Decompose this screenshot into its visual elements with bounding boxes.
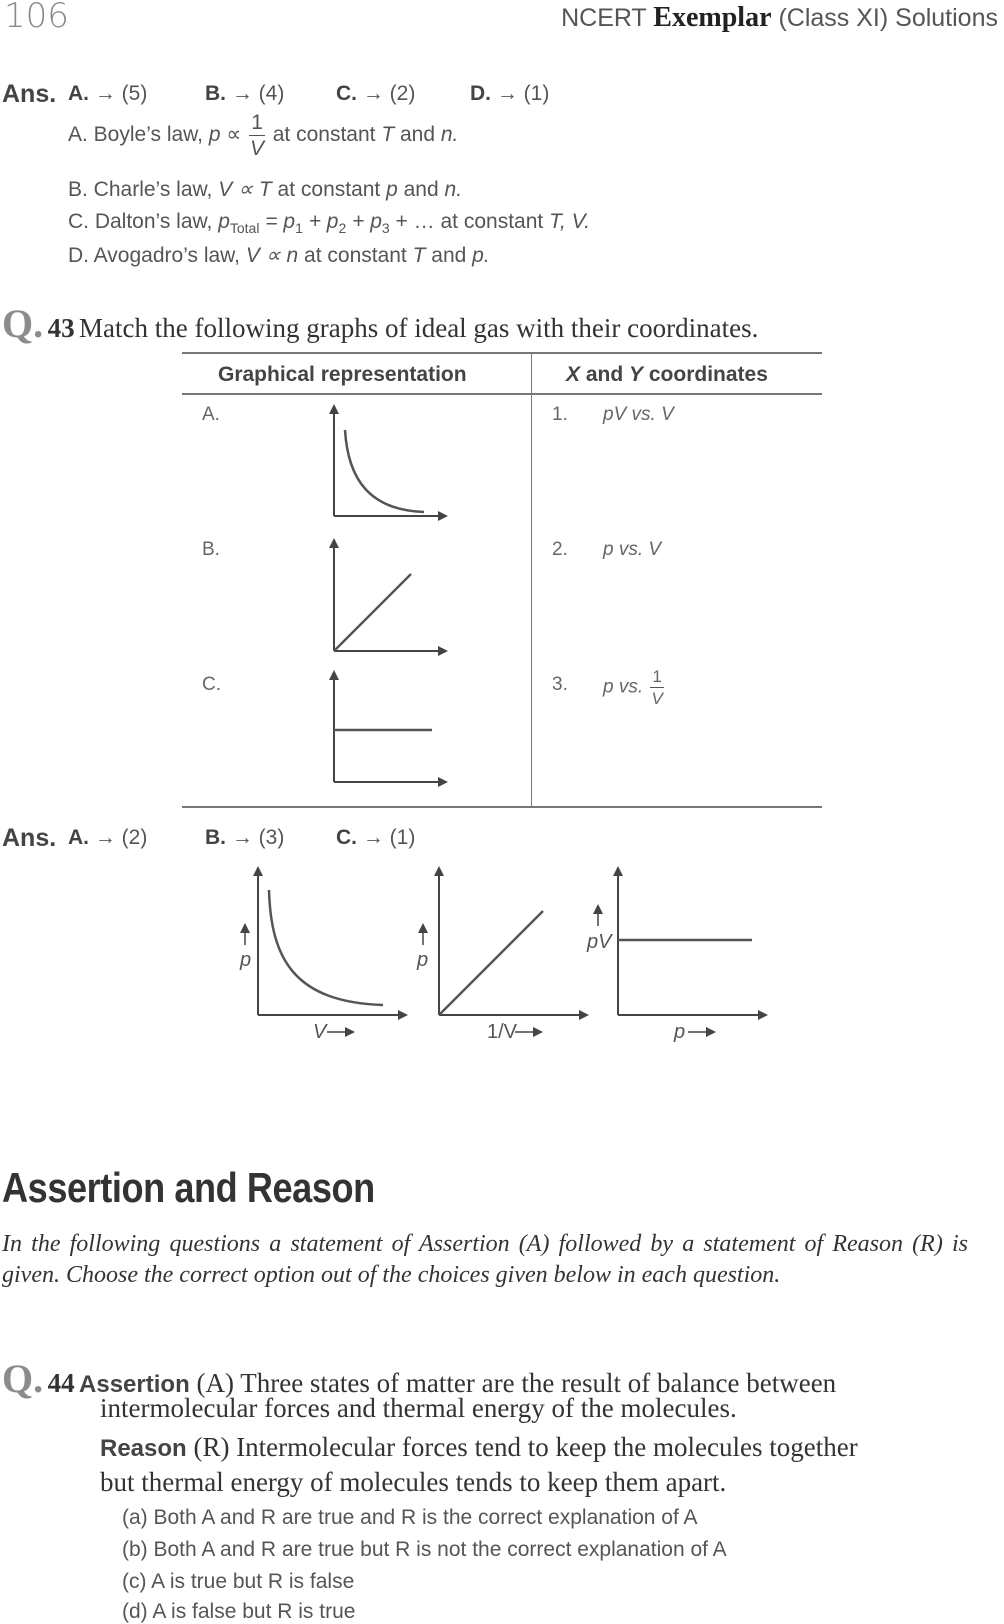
assertion-label: Assertion	[79, 1371, 190, 1398]
ans-label: Ans.	[2, 824, 57, 852]
coord-num-2: 2.	[552, 539, 568, 560]
book-prefix: NCERT	[561, 4, 647, 32]
graph-label-c: C.	[202, 674, 221, 695]
table-header-coords: X and Y coordinates	[566, 363, 768, 386]
option-c: (c) A is true but R is false	[122, 1570, 355, 1593]
table-column-divider	[531, 352, 532, 808]
assertion-text-cont: intermolecular forces and thermal energy of the molecules.	[100, 1393, 737, 1423]
y-axis-label: pV	[587, 931, 612, 953]
page-number: 106	[4, 0, 69, 36]
coord-num-3: 3.	[552, 674, 568, 695]
x-axis-label: p	[674, 1021, 686, 1043]
reason-text-cont: but thermal energy of molecules tends to keep them apart.	[100, 1467, 727, 1497]
ans-item: B. → (4)	[205, 82, 285, 105]
option-d: (d) A is false but R is true	[122, 1600, 356, 1623]
answer-graph-p-vs-v	[239, 868, 406, 1043]
section-title: Assertion and Reason	[2, 1164, 375, 1211]
answer-graphs	[225, 860, 785, 1050]
graph-c	[334, 672, 446, 782]
question-number: 44	[47, 1368, 75, 1398]
answer-graph-pv-vs-p	[586, 868, 766, 1043]
ans-item: C. → (1)	[336, 826, 416, 849]
table-header-rule	[182, 393, 822, 395]
law-boyle: A. Boyle’s law, p ∝ $\frac{1}{V}$ at constant T and n.	[68, 111, 459, 160]
table-bottom-rule	[182, 806, 822, 808]
graph-label-a: A.	[202, 404, 220, 425]
question-43	[2, 300, 758, 347]
book-title-strong: Exemplar	[653, 2, 772, 33]
question-text: Match the following graphs of ideal gas with their coordinates.	[79, 313, 759, 343]
question-number: 43	[47, 313, 75, 343]
table-top-rule	[182, 352, 822, 354]
ans-item: C. → (2)	[336, 82, 416, 105]
table-graphs	[300, 400, 460, 800]
ans-item: A. → (5)	[68, 82, 148, 105]
ans-item: D. → (1)	[470, 82, 550, 105]
ans-item: A. → (2)	[68, 826, 148, 849]
reason-label: Reason	[100, 1435, 187, 1462]
graph-label-b: B.	[202, 539, 220, 560]
answer-graph-p-vs-inverse-v	[416, 868, 587, 1043]
question-mark: Q.	[2, 301, 44, 346]
book-suffix: (Class XI) Solutions	[778, 4, 998, 32]
y-axis-label: p	[417, 949, 429, 971]
graph-b	[334, 540, 446, 651]
law-charles: B. Charle’s law, V ∝ T at constant p and n.	[68, 178, 463, 201]
coord-3: p vs. $\frac{1}{V}$	[603, 667, 663, 708]
option-a: (a) Both A and R are true and R is the correct explanation of A	[122, 1506, 698, 1529]
x-axis-label: 1/V	[487, 1021, 518, 1043]
assertion-text: (A) Three states of matter are the result of balance between	[189, 1368, 837, 1398]
option-b: (b) Both A and R are true but R is not the correct explanation of A	[122, 1538, 727, 1561]
coord-1: pV vs. V	[603, 404, 674, 425]
law-dalton: C. Dalton’s law, $p_{Total} = p_1 + p_2 + p_3$ + … at constant T, V.	[68, 210, 590, 237]
coord-num-1: 1.	[552, 404, 568, 425]
x-axis-label: V	[313, 1021, 327, 1043]
ans-label: Ans.	[2, 80, 57, 108]
reason	[100, 1432, 858, 1463]
question-mark: Q.	[2, 1356, 44, 1401]
coord-2: p vs. V	[603, 539, 662, 560]
reason-text: (R) Intermolecular forces tend to keep the molecules together	[186, 1432, 858, 1462]
ans-item: B. → (3)	[205, 826, 285, 849]
law-avogadro: D. Avogadro’s law, V ∝ n at constant T and p.	[68, 244, 490, 267]
table-header-graph: Graphical representation	[218, 363, 467, 386]
graph-a	[334, 406, 446, 516]
section-intro: In the following questions a statement of Assertion (A) followed by a statement of Reason (R) is given. Choose the correct option out of the choices given below in each question.	[2, 1231, 968, 1288]
running-head	[561, 2, 998, 34]
y-axis-label: p	[240, 949, 252, 971]
